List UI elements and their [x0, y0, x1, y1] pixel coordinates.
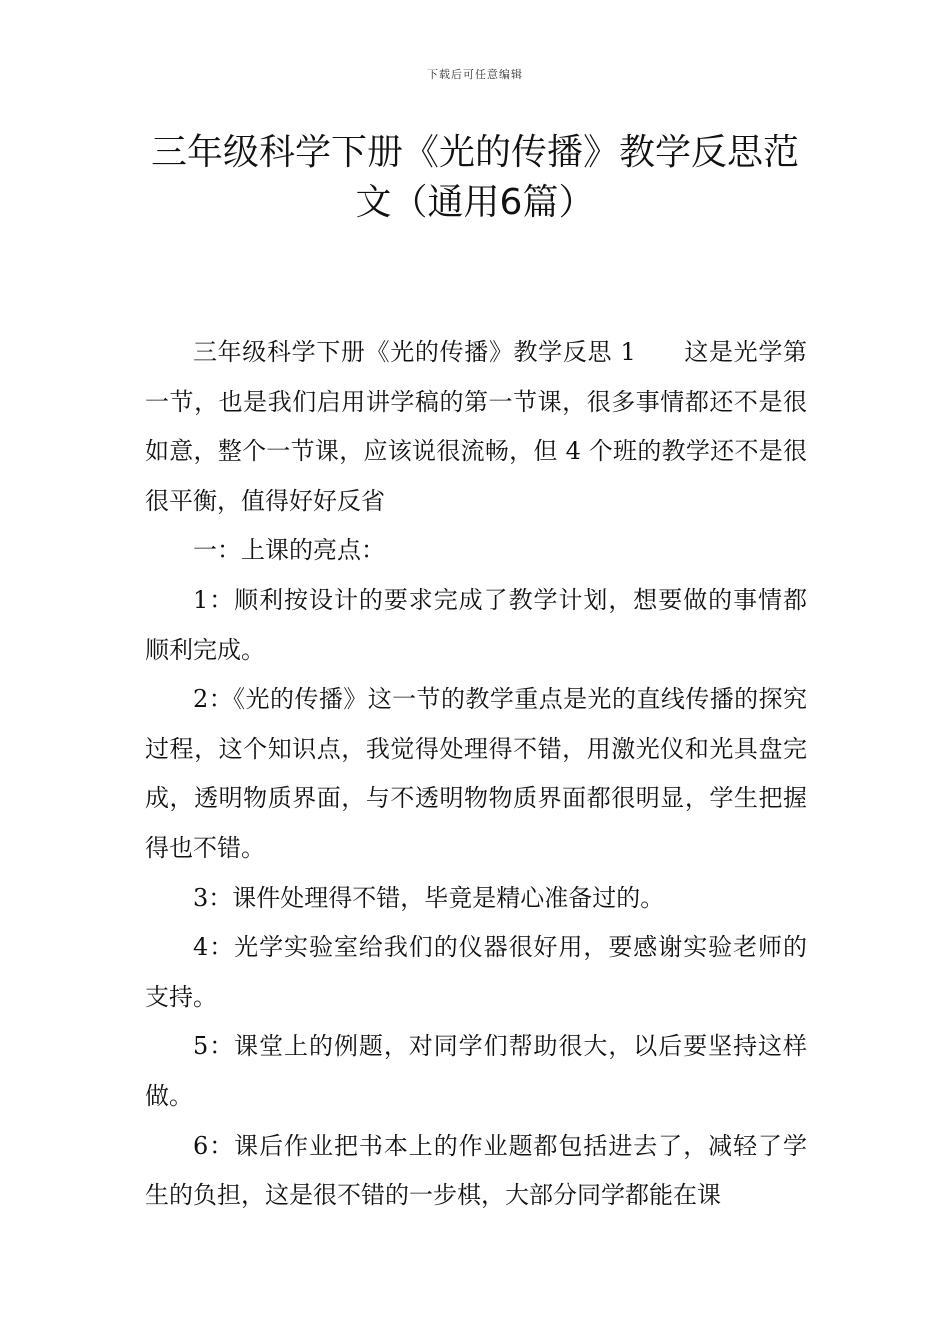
title-line-2: 文（通用6篇） [355, 182, 595, 223]
title-line-1: 三年级科学下册《光的传播》教学反思范 [150, 132, 799, 173]
paragraph-7: 5：课堂上的例题，对同学们帮助很大，以后要坚持这样做。 [145, 1032, 807, 1110]
paragraph-6: 4：光学实验室给我们的仪器很好用，要感谢实验老师的支持。 [145, 933, 807, 1011]
paragraph-2: 一：上课的亮点： [193, 536, 385, 565]
paragraph-5: 3：课件处理得不错，毕竟是精心准备过的。 [193, 883, 665, 912]
document-body [145, 328, 807, 1221]
paragraph-1-lead: 三年级科学下册《光的传播》教学反思 1 [193, 338, 636, 366]
paragraph-1-text: 这是光学第一节，也是我们启用讲学稿的第一节课，很多事情都还不是很如意，整个一节课，应该说很流畅，但 4 个班的教学还不是很很平衡，值得好好反省 [145, 338, 807, 515]
document-title [140, 128, 810, 228]
paragraph-1 [145, 328, 807, 526]
header-note: 下载后可任意编辑 [427, 68, 523, 81]
paragraph-3: 1：顺利按设计的要求完成了教学计划，想要做的事情都顺利完成。 [145, 585, 807, 664]
paragraph-4: 2：《光的传播》这一节的教学重点是光的直线传播的探究过程，这个知识点，我觉得处理得不错，用激光仪和光具盘完成，透明物质界面，与不透明物物质界面都很明显，学生把握得也不错。 [145, 685, 807, 862]
paragraph-8: 6：课后作业把书本上的作业题都包括进去了，减轻了学生的负担，这是很不错的一步棋，大部分同学都能在课 [145, 1131, 807, 1210]
